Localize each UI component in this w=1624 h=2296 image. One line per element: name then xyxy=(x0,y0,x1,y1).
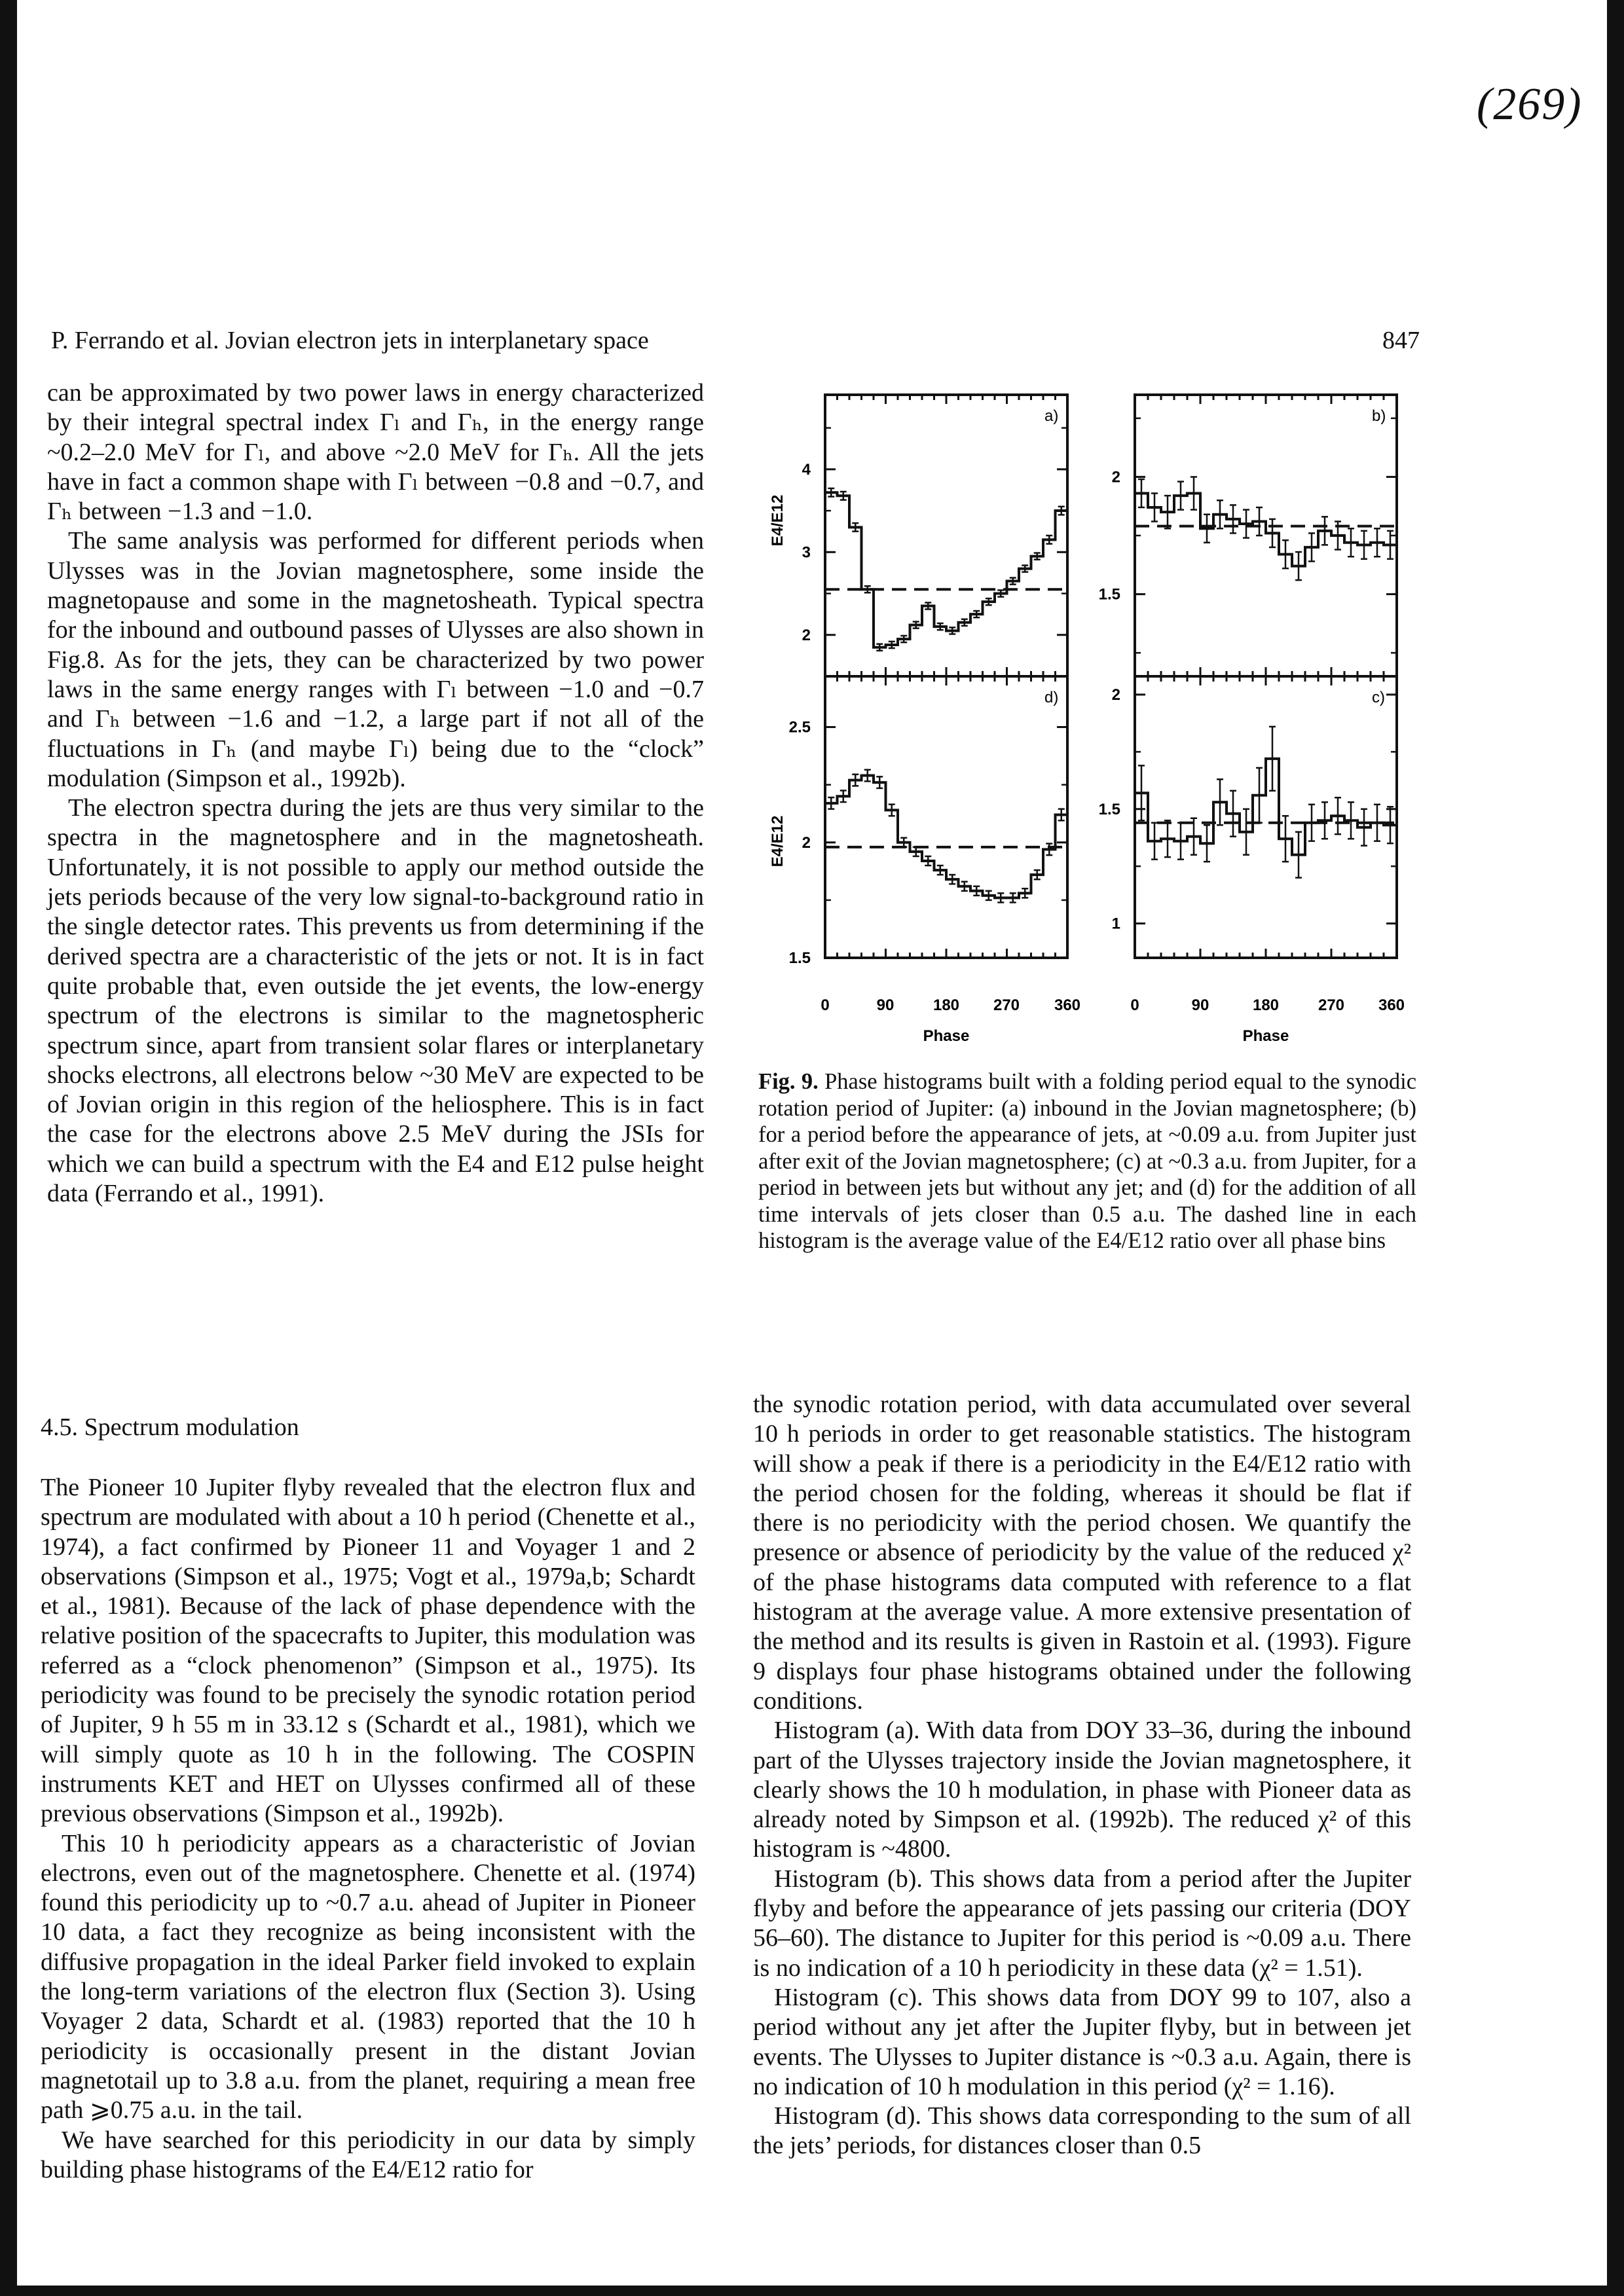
handwritten-page-note: (269) xyxy=(1477,79,1583,130)
x-tick-label: 90 xyxy=(876,996,895,1014)
histogram-step-line xyxy=(825,492,1067,647)
x-axis-label-left: Phase xyxy=(923,1027,970,1045)
x-tick-label: 180 xyxy=(932,996,960,1014)
right-column-bottom xyxy=(753,1390,1411,2161)
panel-label-b: b) xyxy=(1372,407,1386,425)
x-tick-label: 270 xyxy=(1318,996,1345,1014)
scan-border-left xyxy=(0,0,17,2296)
x-tick-label: 90 xyxy=(1191,996,1209,1014)
scan-border-right xyxy=(1607,0,1624,2296)
histogram-step-line xyxy=(1135,759,1397,855)
x-tick-labels-right xyxy=(1130,996,1405,1014)
y-tick-label: 2 xyxy=(1111,468,1120,486)
panel-label-d: d) xyxy=(1044,689,1059,706)
figure-caption xyxy=(758,1068,1416,1254)
page-number: 847 xyxy=(1382,327,1420,354)
y-tick-label: 2.5 xyxy=(788,718,811,737)
figure-9 xyxy=(743,383,1431,1064)
y-axis-label-top: E4/E12 xyxy=(769,494,786,547)
histogram-step-line xyxy=(1135,494,1397,566)
panel-frame-c xyxy=(1135,676,1397,958)
left-column-top xyxy=(47,378,704,1209)
paragraph: Histogram (d). This shows data corresponding to the sum of all the jets’ periods, for distances closer than 0.5 xyxy=(753,2102,1411,2160)
running-head xyxy=(51,326,1420,355)
paragraph: The electron spectra during the jets are thus very similar to the spectra in the magnetosphere and in the magnetosheath. Unfortunately, it is not possible to apply our method outside the jets periods because of the very low signal-to-background ratio in the single detector rates. This prevents us from determining if the derived spectra are a characteristic of the jets or not. It is in fact quite probable that, even outside the jet events, the low-energy spectrum of the electrons is similar to the magnetospheric spectrum since, apart from transient solar flares or interplanetary shocks electrons, all electrons below ~30 MeV are expected to be of Jovian origin in this region of the heliosphere. This is in fact the case for the electrons above 2.5 MeV during the JSIs for which we can build a spectrum with the E4 and E12 pulse height data (Ferrando et al., 1991). xyxy=(47,794,704,1208)
y-tick-label: 1.5 xyxy=(1098,800,1120,818)
y-tick-label: 2 xyxy=(802,833,811,852)
y-axis-label-bottom: E4/E12 xyxy=(769,815,786,867)
x-tick-label: 0 xyxy=(1130,996,1139,1014)
y-tick-label: 1.5 xyxy=(1098,585,1120,604)
x-tick-label: 360 xyxy=(1054,996,1081,1014)
paragraph: Histogram (a). With data from DOY 33–36, during the inbound part of the Ulysses trajectory inside the Jovian magnetosphere, it clearly shows the 10 h modulation, in phase with Pioneer data as already noted by Simpson et al. (1992b). The reduced χ² of this histogram is ~4800. xyxy=(753,1717,1411,1863)
panel-frame-d xyxy=(825,676,1067,958)
paragraph: can be approximated by two power laws in energy characterized by their integral spectral index Γₗ and Γₕ, in the energy range ~0.2–2.0 MeV for Γₗ, and above ~2.0 MeV for Γₕ. All the jets have in fact a common shape with Γₗ between −0.8 and −0.7, and Γₕ between −1.3 and −1.0. xyxy=(47,379,704,526)
y-tick-label: 2 xyxy=(802,626,811,644)
x-tick-label: 180 xyxy=(1252,996,1280,1014)
phase-histograms-chart xyxy=(743,383,1431,1064)
paragraph: Histogram (b). This shows data from a period after the Jupiter flyby and before the appearance of jets passing our criteria (DOY 56–60). The distance to Jupiter for this period is ~0.09 a.u. There is no indication of a 10 h periodicity in these data (χ² = 1.51). xyxy=(753,1865,1411,1982)
paragraph: This 10 h periodicity appears as a characteristic of Jovian electrons, even out of the magnetosphere. Chenette et al. (1974) found this periodicity up to ~0.7 a.u. ahead of Jupiter in Pioneer 10 data, a fact they recognize as being inconsistent with the diffusive propagation in the ideal Parker field invoked to explain the long-term variations of the electron flux (Section 3). Using Voyager 2 data, Schardt et al. (1983) reported that the 10 h periodicity is occasionally present in the distant Jovian magnetotail up to 3.8 a.u. from the planet, requiring a mean free path ⩾0.75 a.u. in the tail. xyxy=(41,1829,695,2124)
paragraph: the synodic rotation period, with data accumulated over several 10 h periods in order to get reasonable statistics. The histogram will show a peak if there is a periodicity in the E4/E12 ratio with the period chosen for the folding, whereas it should be flat if there is no periodicity with the period chosen. We quantify the presence or absence of periodicity by the value of the reduced χ² of the phase histograms data computed with reference to a flat histogram at the average value. A more extensive presentation of the method and its results is given in Rastoin et al. (1993). Figure 9 displays four phase histograms obtained under the following conditions. xyxy=(753,1391,1411,1715)
panel-label-a: a) xyxy=(1044,407,1059,425)
paragraph: Histogram (c). This shows data from DOY 99 to 107, also a period without any jet after the Jupiter flyby, but in between jet events. The Ulysses to Jupiter distance is ~0.3 a.u. Again, there is no indication of 10 h modulation in this period (χ² = 1.16). xyxy=(753,1983,1411,2100)
x-tick-label: 360 xyxy=(1378,996,1405,1014)
section-heading: 4.5. Spectrum modulation xyxy=(41,1413,299,1441)
y-tick-label: 1.5 xyxy=(788,949,811,967)
y-tick-label: 1 xyxy=(1111,915,1120,933)
x-tick-label: 0 xyxy=(821,996,830,1014)
left-column-bottom xyxy=(41,1473,695,2185)
panel-frame-b xyxy=(1135,395,1397,676)
y-tick-label: 4 xyxy=(802,460,811,479)
x-tick-label: 270 xyxy=(993,996,1020,1014)
figure-caption-text: Phase histograms built with a folding period equal to the synodic rotation period of Jupiter: (a) inbound in the Jovian magnetosphere; (b) for a period before the appearance of jets, at ~0.09 a.u. from Jupiter just after exit of the Jovian magnetosphere; (c) at ~0.3 a.u. from Jupiter, for a period in between jets but without any jet; and (d) for the addition of all time intervals of jets closer than 0.5 a.u. The dashed line in each histogram is the average value of the E4/E12 ratio over all phase bins xyxy=(758,1069,1417,1253)
panel-label-c: c) xyxy=(1372,689,1385,706)
x-tick-labels-left xyxy=(821,996,1080,1014)
paragraph: We have searched for this periodicity in our data by simply building phase histograms of the E4/E12 ratio for xyxy=(41,2126,695,2183)
x-axis-label-right: Phase xyxy=(1242,1027,1289,1045)
scan-border-bottom xyxy=(0,2286,1624,2296)
histogram-step-line xyxy=(825,776,1067,898)
y-tick-label: 2 xyxy=(1111,685,1120,704)
figure-label: Fig. 9. xyxy=(758,1069,819,1094)
paragraph: The Pioneer 10 Jupiter flyby revealed that the electron flux and spectrum are modulated with about a 10 h period (Chenette et al., 1974), a fact confirmed by Pioneer 11 and Voyager 1 and 2 observations (Simpson et al., 1975; Vogt et al., 1979a,b; Schardt et al., 1981). Because of the lack of phase dependence with the relative position of the spacecrafts to Jupiter, this modulation was referred as a “clock phenomenon” (Simpson et al., 1975). Its periodicity was found to be precisely the synodic rotation period of Jupiter, 9 h 55 m in 33.12 s (Schardt et al., 1981), which we will simply quote as 10 h in the following. The COSPIN instruments KET and HET on Ulysses confirmed all of these previous observations (Simpson et al., 1992b). xyxy=(41,1474,695,1828)
paragraph: The same analysis was performed for different periods when Ulysses was in the Jovian magnetosphere, some inside the magnetopause and some in the magnetosheath. Typical spectra for the inbound and outbound passes of Ulysses are also shown in Fig.8. As for the jets, they can be characterized by two power laws in the same energy ranges with Γₗ between −1.0 and −0.7 and Γₕ between −1.6 and −1.2, a large part if not all of the fluctuations in Γₕ (and maybe Γₗ) being due to the “clock” modulation (Simpson et al., 1992b). xyxy=(47,527,704,792)
running-head-title: P. Ferrando et al. Jovian electron jets in interplanetary space xyxy=(51,327,649,354)
y-tick-label: 3 xyxy=(802,543,811,562)
